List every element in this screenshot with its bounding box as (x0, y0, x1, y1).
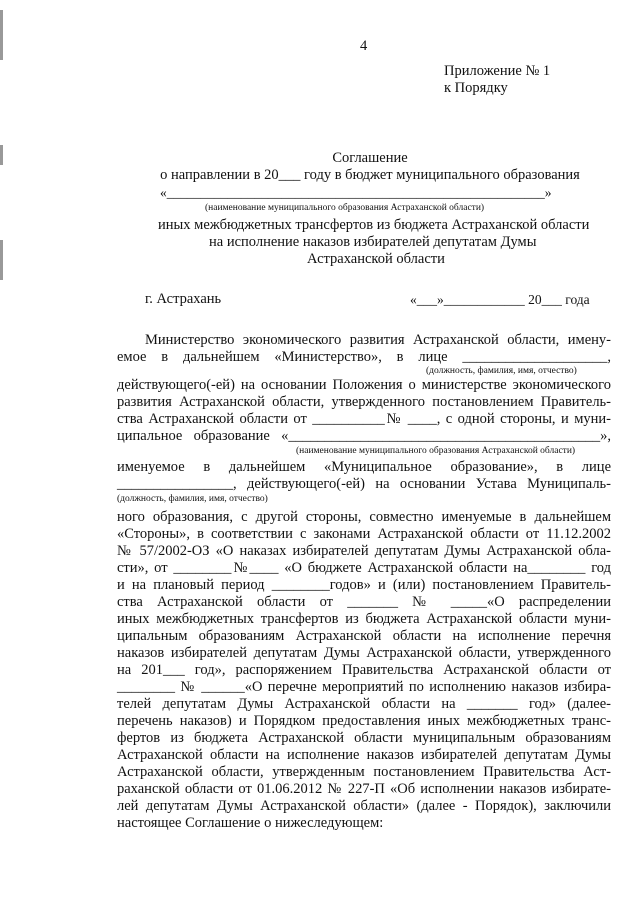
body-line: перечень наказов) и Порядком предоставления иных межбюджетных транс- (117, 713, 611, 729)
scan-margin-mark (0, 10, 3, 60)
body-line: № 57/2002-ОЗ «О наказах избирателей депутатам Думы Астраханской обла- (117, 543, 611, 559)
caption-municipality: (наименование муниципального образования Астраханской области) (296, 446, 576, 456)
caption-official-2: (должность, фамилия, имя, отчество) (117, 494, 268, 504)
body-line: Астраханской области на исполнение наказов избирателей депутатам Думы (117, 747, 611, 763)
body-line: ципальное образование «___________________________________________», (117, 428, 611, 444)
body-line: раханской области от 01.06.2012 № 227-П «Об исполнении наказов избирате- (117, 781, 611, 797)
body-line-last: настоящее Соглашение о нижеследующем: (117, 815, 384, 831)
appendix-label: Приложение № 1 (444, 63, 551, 79)
appendix-reference: к Порядку (444, 80, 508, 96)
title-line-4: иных межбюджетных трансфертов из бюджета Астраханской области (158, 217, 590, 233)
body-line: Астраханской области, утвержденным постановлением Правительства Аст- (117, 764, 611, 780)
body-line: ства Астраханской области от __________№ ____, с одной стороны, и муни- (117, 411, 611, 427)
body-line: и на плановый период ________годов» и (или) постановлением Правитель- (117, 577, 611, 593)
body-line: лей депутатам Думы Астраханской области» (далее - Порядок), заключили (117, 798, 611, 814)
body-line: ства Астраханской области от _______ № _____«О распределении (117, 594, 611, 610)
body-line: на 201___ год», распоряжением Правительства Астраханской области от (117, 662, 611, 678)
body-line: именуемое в дальнейшем «Муниципальное образование», в лице (117, 459, 611, 475)
body-line: «Стороны», в соответствии с законами Астраханской области от 11.12.2002 (117, 526, 611, 542)
body-line: развития Астраханской области, утвержденного постановлением Правитель- (117, 394, 611, 410)
body-line: ного образования, с другой стороны, совместно именуемые в дальнейшем (117, 509, 611, 525)
caption-official: (должность, фамилия, имя, отчество) (426, 366, 577, 376)
body-line: емое в дальнейшем «Министерство», в лице ____________________, (117, 349, 611, 365)
body-line: действующего(-ей) на основании Положения о министерстве экономического (117, 377, 611, 393)
date-line: «___»____________ 20___ года (410, 292, 590, 307)
title-line-3: «________________________________________________________» (160, 185, 552, 200)
body-line: фертов из бюджета Астраханской области муниципальным образованиям (117, 730, 611, 746)
document-title: Соглашение (332, 150, 408, 166)
body-line: ________ № ______«О перечне мероприятий по исполнению наказов избира- (117, 679, 611, 695)
title-caption: (наименование муниципального образования Астраханской области) (205, 203, 485, 213)
body-line: ________________, действующего(-ей) на основании Устава Муниципаль- (117, 476, 611, 492)
title-line-2: о направлении в 20___ году в бюджет муниципального образования (160, 167, 580, 183)
place-label: г. Астрахань (145, 291, 222, 307)
page-number: 4 (360, 38, 368, 54)
body-line: наказов избирателей депутатам Думы Астраханской области, утвержденного (117, 645, 611, 661)
body-line: ципальным образованиям Астраханской области на исполнение перечня (117, 628, 611, 644)
title-line-6: Астраханской области (307, 251, 445, 267)
body-line: Министерство экономического развития Астраханской области, имену- (145, 332, 611, 348)
title-line-5: на исполнение наказов избирателей депутатам Думы (209, 234, 537, 250)
body-line: сти», от ________№____ «О бюджете Астраханской области на________ год (117, 560, 611, 576)
body-line: телей депутатам Думы Астраханской области на _______ год» (далее- (117, 696, 611, 712)
scan-margin-mark (0, 240, 3, 280)
body-line: иных межбюджетных трансфертов из бюджета Астраханской области муни- (117, 611, 611, 627)
